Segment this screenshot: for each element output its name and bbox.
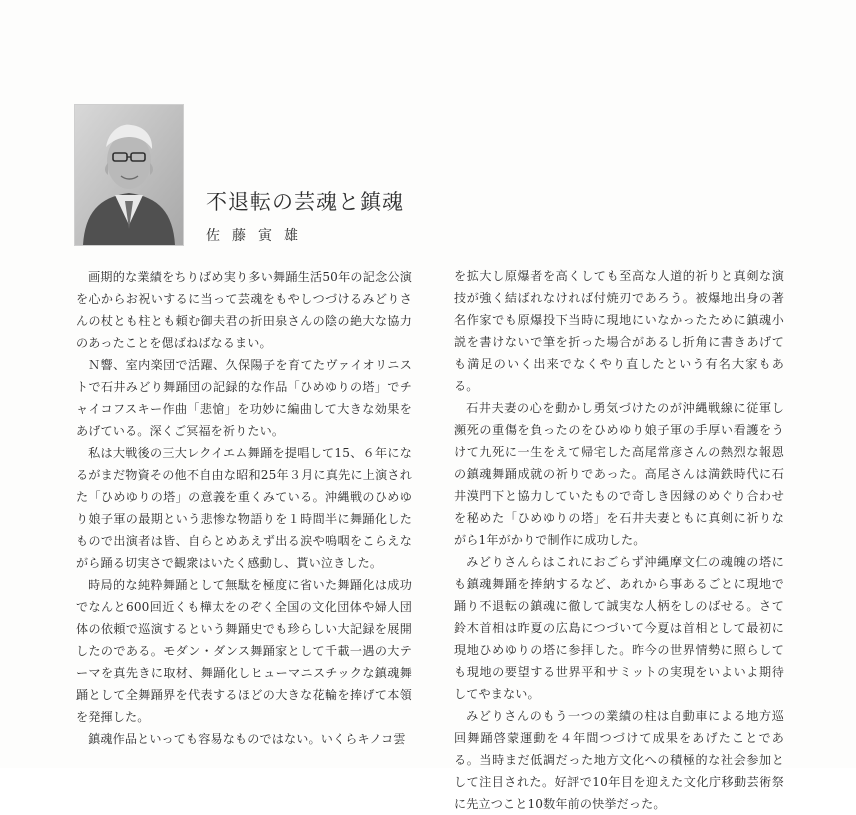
left-paragraph: 鎮魂作品といっても容易なものではない。いくらキノコ雲 xyxy=(88,732,406,746)
author-portrait xyxy=(74,104,184,246)
left-paragraph: 私は大戦後の三大レクイエム舞踊を提唱して15、６年になるがまだ物資その他不自由な昭和25年３月に真先に上演された「ひめゆりの塔」の意義を重くみている。沖縄戦のひめゆり娘子軍の最期という悲惨な物語りを１時間半に舞踊化したもので出演者は皆、自らとめあえず出る涙や嗚咽をこらえながら踊る切実さで観衆はいたく感動し、貰い泣きした。 xyxy=(76,446,412,570)
right-paragraph: みどりさんのもう一つの業績の柱は自動車による地方巡回舞踊啓蒙運動を４年間つづけて成果をあげたことである。当時まだ低調だった地方文化への積極的な社会参加として注目された。好評で10年目を迎えた文化庁移動芸術祭に先立つこと10数年前の快挙だった。 xyxy=(454,709,784,811)
right-paragraph: を拡大し原爆者を高くしても至高な人道的祈りと真剣な演技が強く結ばれなければ付焼刃であろう。被爆地出身の著名作家でも原爆投下当時に現地にいなかったために鎮魂小説を書けないで筆を折った場合があるし折角に書きあげても満足のいく出来でなくやり直したという有名大家もある。 xyxy=(454,269,784,393)
right-paragraph: みどりさんらはこれにおごらず沖縄摩文仁の魂魄の塔にも鎮魂舞踊を捧納するなど、あれから事あるごとに現地で踊り不退転の鎮魂に徹して誠実な人柄をしのばせる。さて鈴木首相は昨夏の広島につづいて今夏は首相として最初に現地ひめゆりの塔に参拝した。昨今の世界情勢に照らしても現地の要望する世界平和サミットの実現をいよいよ期待してやまない。 xyxy=(454,555,784,701)
article-title: 不退転の芸魂と鎮魂 xyxy=(206,190,404,214)
right-column xyxy=(454,265,784,815)
article-header xyxy=(206,190,626,245)
left-paragraph: 画期的な業績をちりばめ実り多い舞踊生活50年の記念公演を心からお祝いするに当って芸魂をもやしつづけるみどりさんの杖とも柱とも頼む御夫君の折田泉さんの陰の絶大な協力のあったことを偲ばねばなるまい。 xyxy=(76,270,412,350)
left-paragraph: Ｎ響、室内楽団で活躍、久保陽子を育てたヴァイオリニストで石井みどり舞踊団の記録的な作品「ひめゆりの塔」でチャイコフスキー作曲「悲愴」を功妙に編曲して大きな効果をあげている。深くご冥福を祈りたい。 xyxy=(76,358,412,438)
article-author: 佐藤寅雄 xyxy=(206,228,310,245)
right-paragraph: 石井夫妻の心を動かし勇気づけたのが沖縄戦線に従軍し瀕死の重傷を負ったのをひめゆり娘子軍の手厚い看護をうけて九死に一生をえて帰宅した高尾常彦さんの熱烈な報恩の鎮魂舞踊成就の祈りであった。高尾さんは満鉄時代に石井漠門下と協力していたもので奇しき因縁のめぐり合わせを秘めた「ひめゆりの塔」を石井夫妻ともに真剣に祈りながら1年がかりで制作に成功した。 xyxy=(454,401,784,547)
left-column xyxy=(76,266,412,750)
left-paragraph: 時局的な純粋舞踊として無駄を極度に省いた舞踊化は成功でなんと600回近くも樺太をのぞく全国の文化団体や婦人団体の依頼で巡演するという舞踊史でも珍らしい大記録を展開したのである。モダン・ダンス舞踊家として千載一遇の大テーマを真先きに取材、舞踊化しヒューマニスチックな鎮魂舞踊として全舞踊界を代表するほどの大きな花輪を捧げて本領を発揮した。 xyxy=(76,578,412,724)
